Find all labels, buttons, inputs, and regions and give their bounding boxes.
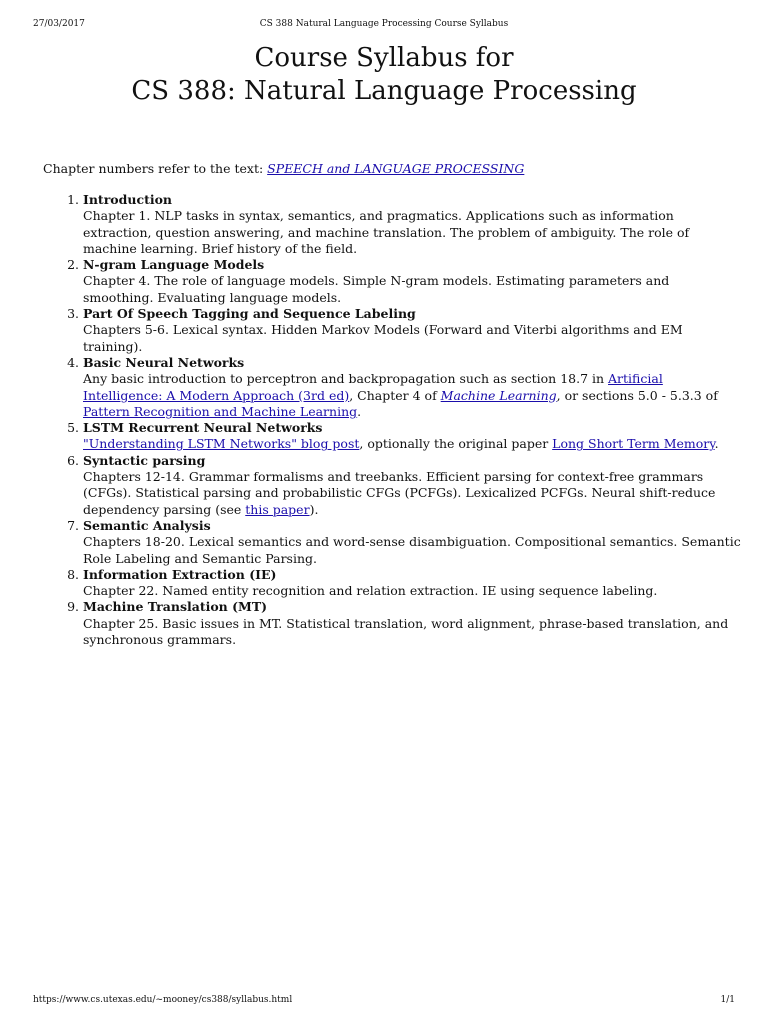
- topic-text: , optionally the original paper: [359, 436, 553, 452]
- topic-item: [83, 306, 743, 355]
- topic-text: , Chapter 4 of: [349, 387, 441, 403]
- topic-title: 7. Semantic Analysis: [83, 517, 211, 533]
- topic-description: Chapters 18-20. Lexical semantics and word-sense disambiguation. Compositional semantics. Semantic Role Labeling and Semantic Parsing.: [83, 534, 741, 566]
- topic-title: 8. Information Extraction (IE): [83, 566, 277, 582]
- topic-description: Chapter 25. Basic issues in MT. Statistical translation, word alignment, phrase-based translation, and synchronous grammars.: [83, 615, 729, 648]
- topic-text: Any basic introduction to perceptron and backpropagation such as section 18.7 in: [83, 371, 609, 387]
- parsing-paper-link[interactable]: this paper: [245, 501, 310, 517]
- topic-title: 1. Introduction: [83, 192, 173, 207]
- page-title-line-1: Course Syllabus for: [254, 43, 514, 73]
- topic-title: 2. N-gram Language Models: [83, 257, 265, 273]
- topic-item: [83, 567, 743, 600]
- topic-item: [83, 420, 743, 453]
- lstm-paper-link[interactable]: Long Short Term Memory: [552, 436, 715, 452]
- topic-description: [83, 469, 743, 518]
- topic-text: ).: [309, 501, 319, 517]
- topic-title: 5. LSTM Recurrent Neural Networks: [83, 420, 323, 436]
- topic-text: .: [357, 403, 362, 419]
- print-footer: [33, 993, 735, 1007]
- topic-item: [83, 355, 743, 420]
- topic-description: [83, 371, 743, 420]
- print-page-title: CS 388 Natural Language Processing Course Syllabus: [259, 19, 509, 29]
- topic-item: [83, 518, 743, 567]
- topic-item: [83, 257, 743, 306]
- page-title-line-2: CS 388: Natural Language Processing: [131, 76, 637, 106]
- topic-text: Chapters 12-14. Grammar formalisms and treebanks. Efficient parsing for context-free grammars (CFGs). Statistical parsing and probabilistic CFGs (PCFGs). Lexicalized PCFGs. Neural shift-reduce dependency parsing (see: [83, 469, 716, 517]
- lstm-blog-post-link[interactable]: "Understanding LSTM Networks" blog post: [83, 436, 360, 452]
- topic-title: 6. Syntactic parsing: [83, 452, 206, 468]
- textbook-note: [43, 160, 524, 177]
- topic-item: [83, 453, 743, 518]
- topic-item: [83, 599, 743, 648]
- prml-book-link[interactable]: Pattern Recognition and Machine Learning: [83, 403, 358, 419]
- topic-text: .: [714, 436, 719, 452]
- topic-list: [60, 192, 743, 648]
- topic-description: Chapters 5-6. Lexical syntax. Hidden Markov Models (Forward and Viterbi algorithms and EM training).: [83, 322, 683, 354]
- topic-description: Chapter 22. Named entity recognition and relation extraction. IE using sequence labeling.: [83, 583, 658, 599]
- print-header: [33, 17, 735, 31]
- page-url: https://www.cs.utexas.edu/~mooney/cs388/syllabus.html: [33, 995, 293, 1005]
- topic-description: [83, 436, 743, 452]
- page-title: [0, 42, 768, 108]
- topic-title: 9. Machine Translation (MT): [83, 599, 268, 615]
- textbook-link[interactable]: SPEECH and LANGUAGE PROCESSING: [267, 161, 525, 176]
- page-number: 1/1: [720, 995, 735, 1005]
- topic-item: [83, 192, 743, 257]
- textbook-note-text: Chapter numbers refer to the text:: [43, 161, 268, 176]
- topic-description: Chapter 4. The role of language models. Simple N-gram models. Estimating parameters and smoothing. Evaluating language models.: [83, 273, 670, 305]
- machine-learning-book-link[interactable]: Machine Learning: [440, 387, 557, 403]
- print-date: 27/03/2017: [33, 19, 85, 29]
- topic-title: 3. Part Of Speech Tagging and Sequence Labeling: [83, 306, 416, 322]
- topic-title: 4. Basic Neural Networks: [83, 354, 245, 370]
- aima-book-link[interactable]: Artificial Intelligence: A Modern Approach (3rd ed): [83, 371, 663, 403]
- topic-text: , or sections 5.0 - 5.3.3 of: [556, 387, 718, 403]
- topic-description: Chapter 1. NLP tasks in syntax, semantics, and pragmatics. Applications such as information extraction, question answering, and machine translation. The problem of ambiguity. The role of machine learning. Brief history of the field.: [83, 208, 690, 256]
